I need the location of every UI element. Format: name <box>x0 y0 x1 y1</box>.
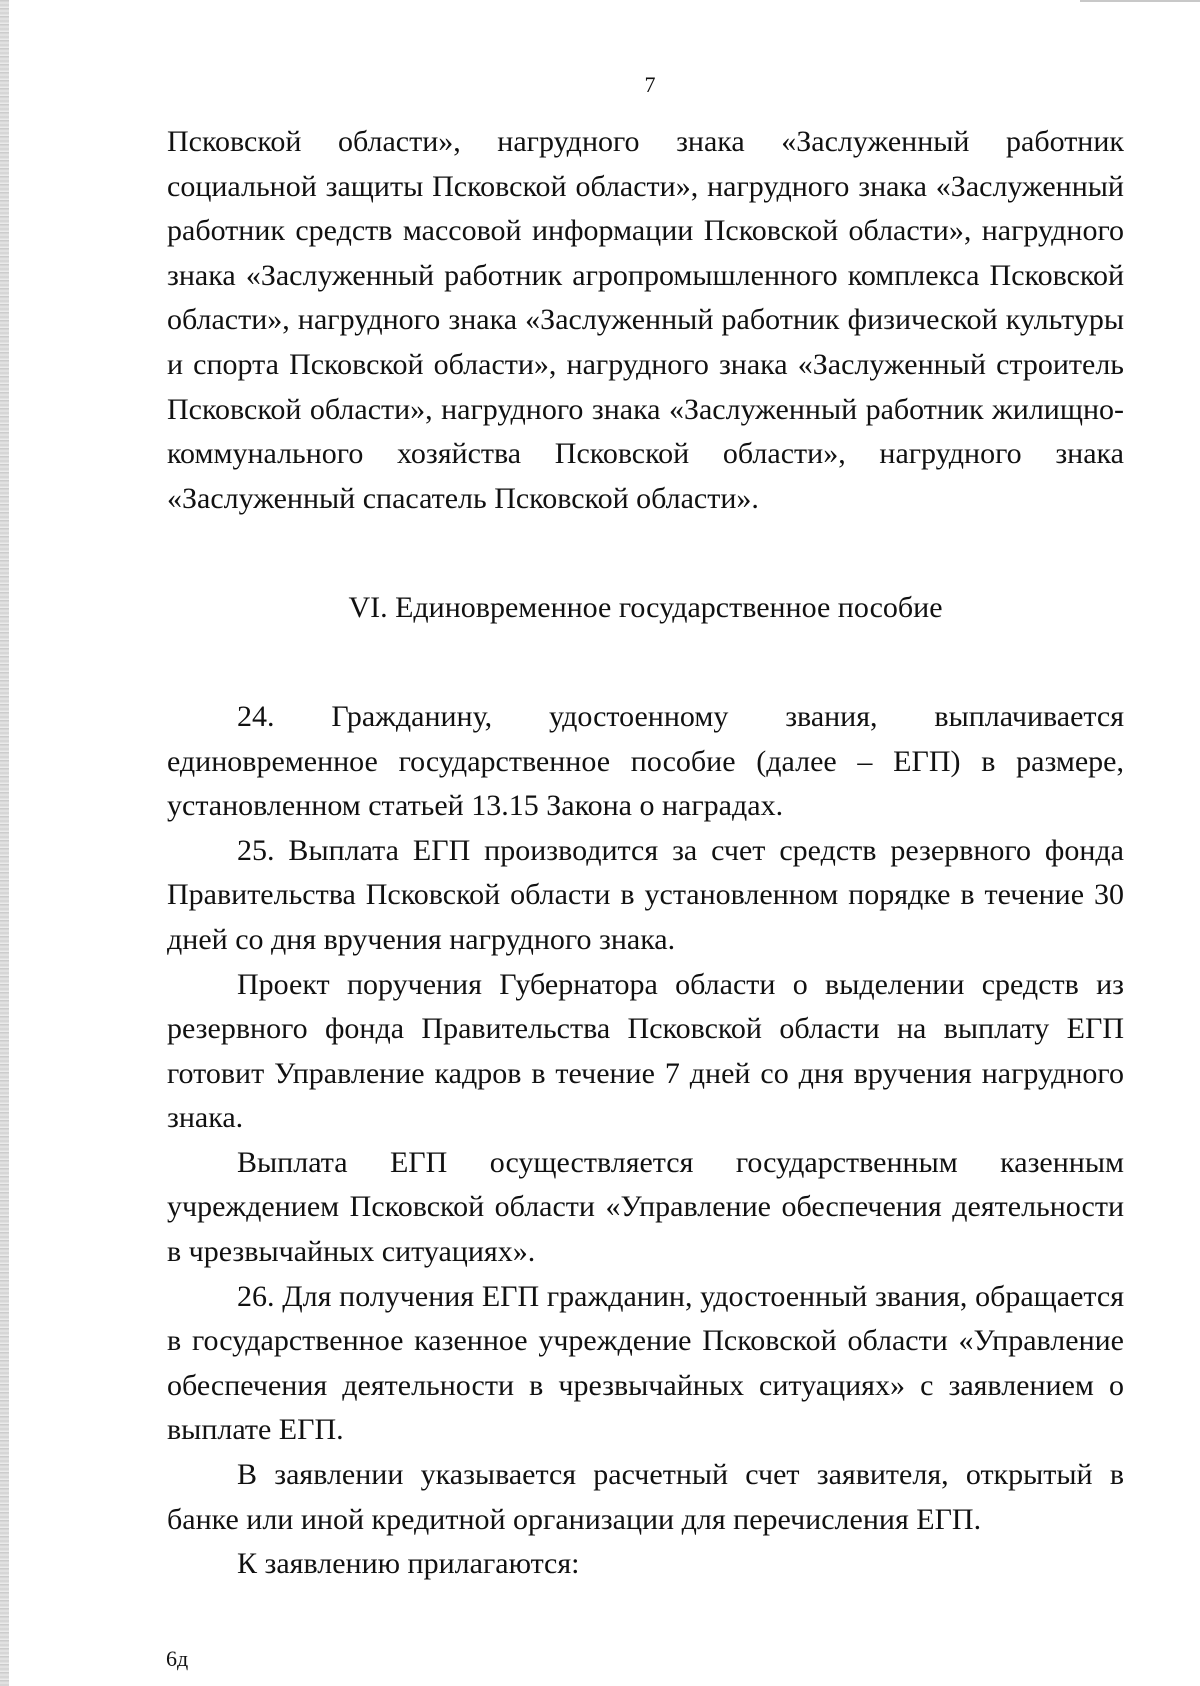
footer-code: 6д <box>166 1646 189 1671</box>
section-heading: VI. Единовременное государственное пособие <box>348 591 943 625</box>
paragraph-24: 24. Гражданину, удостоенному звания, выплачивается единовременное государственное пособие (далее – ЕГП) в размере, установленном статьей 13.15 Закона о наградах. <box>167 699 1124 823</box>
paragraph-payment-institution: Выплата ЕГП осуществляется государственным казенным учреждением Псковской области «Управление обеспечения деятельности в чрезвычайных ситуациях». <box>167 1145 1124 1269</box>
page-number: 7 <box>644 72 656 97</box>
paragraph-attachments: К заявлению прилагаются: <box>237 1547 580 1581</box>
scan-top-line <box>1080 0 1200 2</box>
paragraph-bank-account: В заявлении указывается расчетный счет заявителя, открытый в банке или иной кредитной организации для перечисления ЕГП. <box>167 1458 1124 1536</box>
document-body <box>167 120 1124 1587</box>
paragraph-25: 25. Выплата ЕГП производится за счет средств резервного фонда Правительства Псковской области в установленном порядке в течение 30 дней со дня вручения нагрудного знака. <box>167 833 1124 956</box>
opening-paragraph: Псковской области», нагрудного знака «Заслуженный работник социальной защиты Псковской области», нагрудного знака «Заслуженный работник средств массовой информации Псковской области», нагрудного знака «Заслуженный работник агропромышленного комплекса Псковской области», нагрудного знака «Заслуженный работник физической культуры и спорта Псковской области», нагрудного знака «Заслуженный строитель Псковской области», нагрудного знака «Заслуженный работник жилищно-коммунального хозяйства Псковской области», нагрудного знака «Заслуженный спасатель Псковской области». <box>167 125 1124 515</box>
paragraph-26: 26. Для получения ЕГП гражданин, удостоенный звания, обращается в государственное казенное учреждение Псковской области «Управление обеспечения деятельности в чрезвычайных ситуациях» с заявлением о выплате ЕГП. <box>167 1279 1124 1447</box>
paragraph-draft-order: Проект поручения Губернатора области о выделении средств из резервного фонда Правительства Псковской области на выплату ЕГП готовит Управление кадров в течение 7 дней со дня вручения нагрудного знака. <box>167 967 1124 1135</box>
scan-left-edge <box>0 0 9 1686</box>
